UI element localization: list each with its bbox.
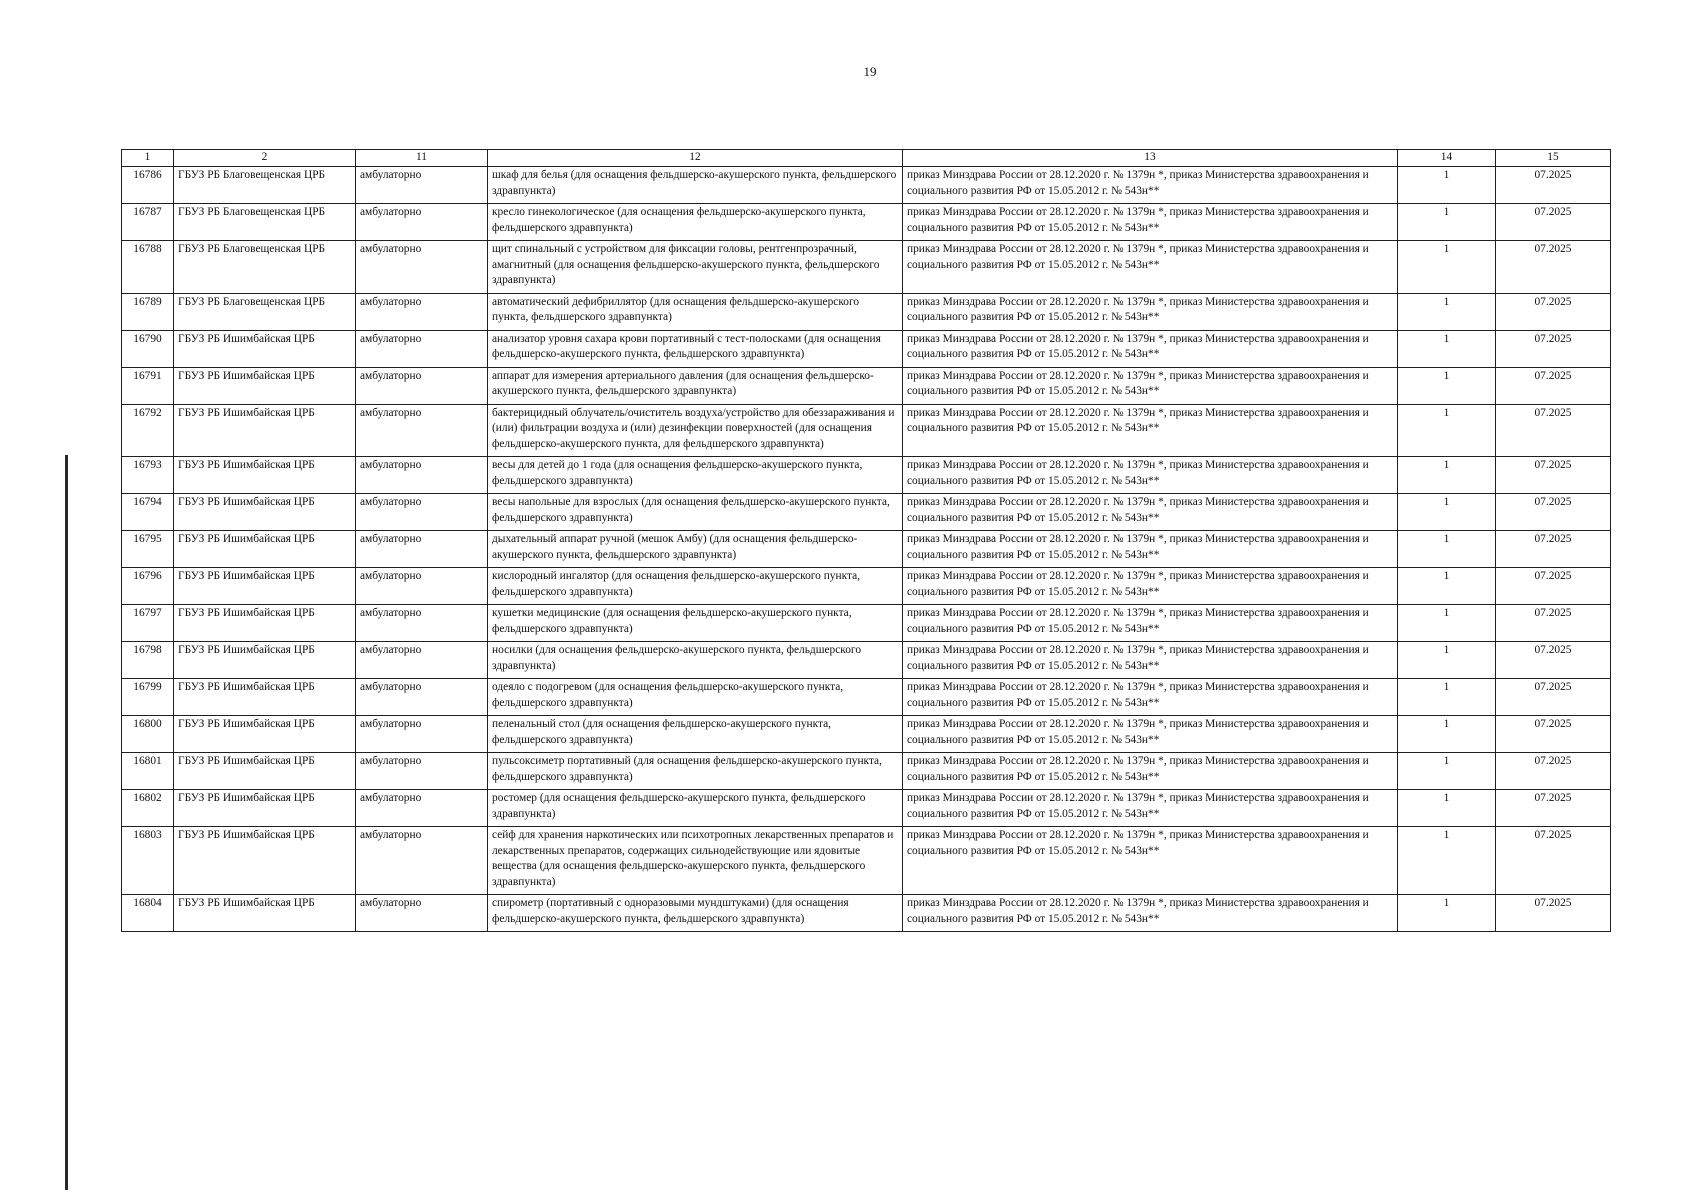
- equipment-name-cell: бактерицидный облучатель/очиститель воздуха/устройство для обеззараживания и (или) фильтрации воздуха и (или) дезинфекции поверхностей (для оснащения фельдшерско-акушерского пункта, для фельдшерского здравпункта): [488, 404, 903, 457]
- equipment-name-cell: пульсоксиметр портативный (для оснащения фельдшерско-акушерского пункта, фельдшерского здравпункта): [488, 753, 903, 790]
- quantity-cell: 1: [1398, 642, 1496, 679]
- legal-basis-cell: приказ Минздрава России от 28.12.2020 г. № 1379н *, приказ Министерства здравоохранения и социального развития РФ от 15.05.2012 г. № 543н**: [903, 167, 1398, 204]
- legal-basis-cell: приказ Минздрава России от 28.12.2020 г. № 1379н *, приказ Министерства здравоохранения и социального развития РФ от 15.05.2012 г. № 543н**: [903, 494, 1398, 531]
- row-number: 16797: [122, 605, 174, 642]
- organization-cell: ГБУЗ РБ Ишимбайская ЦРБ: [174, 605, 356, 642]
- legal-basis-cell: приказ Минздрава России от 28.12.2020 г. № 1379н *, приказ Министерства здравоохранения и социального развития РФ от 15.05.2012 г. № 543н**: [903, 790, 1398, 827]
- date-cell: 07.2025: [1496, 790, 1611, 827]
- organization-cell: ГБУЗ РБ Ишимбайская ЦРБ: [174, 330, 356, 367]
- column-header: 13: [903, 150, 1398, 167]
- equipment-name-cell: носилки (для оснащения фельдшерско-акушерского пункта, фельдшерского здравпункта): [488, 642, 903, 679]
- date-cell: 07.2025: [1496, 753, 1611, 790]
- date-cell: 07.2025: [1496, 895, 1611, 932]
- organization-cell: ГБУЗ РБ Ишимбайская ЦРБ: [174, 531, 356, 568]
- row-number: 16802: [122, 790, 174, 827]
- organization-cell: ГБУЗ РБ Ишимбайская ЦРБ: [174, 494, 356, 531]
- row-number: 16803: [122, 827, 174, 895]
- care-mode-cell: амбулаторно: [356, 404, 488, 457]
- equipment-name-cell: кресло гинекологическое (для оснащения фельдшерско-акушерского пункта, фельдшерского здравпункта): [488, 204, 903, 241]
- row-number: 16788: [122, 241, 174, 294]
- legal-basis-cell: приказ Минздрава России от 28.12.2020 г. № 1379н *, приказ Министерства здравоохранения и социального развития РФ от 15.05.2012 г. № 543н**: [903, 642, 1398, 679]
- table-row: [122, 330, 1611, 367]
- equipment-name-cell: весы напольные для взрослых (для оснащения фельдшерско-акушерского пункта, фельдшерского здравпункта): [488, 494, 903, 531]
- care-mode-cell: амбулаторно: [356, 716, 488, 753]
- care-mode-cell: амбулаторно: [356, 457, 488, 494]
- table-row: [122, 241, 1611, 294]
- care-mode-cell: амбулаторно: [356, 790, 488, 827]
- quantity-cell: 1: [1398, 293, 1496, 330]
- equipment-name-cell: весы для детей до 1 года (для оснащения фельдшерско-акушерского пункта, фельдшерского здравпункта): [488, 457, 903, 494]
- table-row: [122, 367, 1611, 404]
- date-cell: 07.2025: [1496, 642, 1611, 679]
- date-cell: 07.2025: [1496, 679, 1611, 716]
- quantity-cell: 1: [1398, 241, 1496, 294]
- legal-basis-cell: приказ Минздрава России от 28.12.2020 г. № 1379н *, приказ Министерства здравоохранения и социального развития РФ от 15.05.2012 г. № 543н**: [903, 568, 1398, 605]
- table-row: [122, 167, 1611, 204]
- quantity-cell: 1: [1398, 568, 1496, 605]
- quantity-cell: 1: [1398, 531, 1496, 568]
- row-number: 16798: [122, 642, 174, 679]
- equipment-name-cell: анализатор уровня сахара крови портативный с тест-полосками (для оснащения фельдшерско-акушерского пункта, фельдшерского здравпункта): [488, 330, 903, 367]
- care-mode-cell: амбулаторно: [356, 494, 488, 531]
- column-header: 2: [174, 150, 356, 167]
- care-mode-cell: амбулаторно: [356, 241, 488, 294]
- organization-cell: ГБУЗ РБ Ишимбайская ЦРБ: [174, 568, 356, 605]
- table-row: [122, 753, 1611, 790]
- date-cell: 07.2025: [1496, 531, 1611, 568]
- quantity-cell: 1: [1398, 457, 1496, 494]
- organization-cell: ГБУЗ РБ Благовещенская ЦРБ: [174, 204, 356, 241]
- table-row: [122, 204, 1611, 241]
- date-cell: 07.2025: [1496, 827, 1611, 895]
- equipment-name-cell: пеленальный стол (для оснащения фельдшерско-акушерского пункта, фельдшерского здравпункта): [488, 716, 903, 753]
- care-mode-cell: амбулаторно: [356, 895, 488, 932]
- organization-cell: ГБУЗ РБ Ишимбайская ЦРБ: [174, 790, 356, 827]
- quantity-cell: 1: [1398, 204, 1496, 241]
- organization-cell: ГБУЗ РБ Ишимбайская ЦРБ: [174, 716, 356, 753]
- column-header: 11: [356, 150, 488, 167]
- legal-basis-cell: приказ Минздрава России от 28.12.2020 г. № 1379н *, приказ Министерства здравоохранения и социального развития РФ от 15.05.2012 г. № 543н**: [903, 241, 1398, 294]
- legal-basis-cell: приказ Минздрава России от 28.12.2020 г. № 1379н *, приказ Министерства здравоохранения и социального развития РФ от 15.05.2012 г. № 543н**: [903, 457, 1398, 494]
- legal-basis-cell: приказ Минздрава России от 28.12.2020 г. № 1379н *, приказ Министерства здравоохранения и социального развития РФ от 15.05.2012 г. № 543н**: [903, 204, 1398, 241]
- date-cell: 07.2025: [1496, 241, 1611, 294]
- table-row: [122, 716, 1611, 753]
- equipment-name-cell: кушетки медицинские (для оснащения фельдшерско-акушерского пункта, фельдшерского здравпункта): [488, 605, 903, 642]
- equipment-name-cell: автоматический дефибриллятор (для оснащения фельдшерско-акушерского пункта, фельдшерского здравпункта): [488, 293, 903, 330]
- row-number: 16792: [122, 404, 174, 457]
- column-header: 1: [122, 150, 174, 167]
- date-cell: 07.2025: [1496, 457, 1611, 494]
- header-row: [122, 150, 1611, 167]
- table-row: [122, 642, 1611, 679]
- row-number: 16804: [122, 895, 174, 932]
- care-mode-cell: амбулаторно: [356, 568, 488, 605]
- equipment-name-cell: одеяло с подогревом (для оснащения фельдшерско-акушерского пункта, фельдшерского здравпункта): [488, 679, 903, 716]
- equipment-name-cell: дыхательный аппарат ручной (мешок Амбу) (для оснащения фельдшерско-акушерского пункта, фельдшерского здравпункта): [488, 531, 903, 568]
- row-number: 16799: [122, 679, 174, 716]
- date-cell: 07.2025: [1496, 404, 1611, 457]
- quantity-cell: 1: [1398, 716, 1496, 753]
- equipment-name-cell: щит спинальный с устройством для фиксации головы, рентгенпрозрачный, амагнитный (для оснащения фельдшерско-акушерского пункта, фельдшерского здравпункта): [488, 241, 903, 294]
- table-row: [122, 895, 1611, 932]
- legal-basis-cell: приказ Минздрава России от 28.12.2020 г. № 1379н *, приказ Министерства здравоохранения и социального развития РФ от 15.05.2012 г. № 543н**: [903, 367, 1398, 404]
- care-mode-cell: амбулаторно: [356, 679, 488, 716]
- organization-cell: ГБУЗ РБ Благовещенская ЦРБ: [174, 167, 356, 204]
- date-cell: 07.2025: [1496, 167, 1611, 204]
- table-row: [122, 457, 1611, 494]
- organization-cell: ГБУЗ РБ Ишимбайская ЦРБ: [174, 367, 356, 404]
- column-header: 14: [1398, 150, 1496, 167]
- date-cell: 07.2025: [1496, 568, 1611, 605]
- quantity-cell: 1: [1398, 753, 1496, 790]
- equipment-name-cell: аппарат для измерения артериального давления (для оснащения фельдшерско-акушерского пункта, фельдшерского здравпункта): [488, 367, 903, 404]
- table-row: [122, 790, 1611, 827]
- organization-cell: ГБУЗ РБ Ишимбайская ЦРБ: [174, 679, 356, 716]
- table-row: [122, 293, 1611, 330]
- care-mode-cell: амбулаторно: [356, 330, 488, 367]
- row-number: 16800: [122, 716, 174, 753]
- quantity-cell: 1: [1398, 679, 1496, 716]
- equipment-name-cell: ростомер (для оснащения фельдшерско-акушерского пункта, фельдшерского здравпункта): [488, 790, 903, 827]
- organization-cell: ГБУЗ РБ Благовещенская ЦРБ: [174, 293, 356, 330]
- legal-basis-cell: приказ Минздрава России от 28.12.2020 г. № 1379н *, приказ Министерства здравоохранения и социального развития РФ от 15.05.2012 г. № 543н**: [903, 753, 1398, 790]
- quantity-cell: 1: [1398, 367, 1496, 404]
- legal-basis-cell: приказ Минздрава России от 28.12.2020 г. № 1379н *, приказ Министерства здравоохранения и социального развития РФ от 15.05.2012 г. № 543н**: [903, 895, 1398, 932]
- quantity-cell: 1: [1398, 895, 1496, 932]
- table-body: [122, 167, 1611, 932]
- legal-basis-cell: приказ Минздрава России от 28.12.2020 г. № 1379н *, приказ Министерства здравоохранения и социального развития РФ от 15.05.2012 г. № 543н**: [903, 679, 1398, 716]
- date-cell: 07.2025: [1496, 367, 1611, 404]
- care-mode-cell: амбулаторно: [356, 605, 488, 642]
- care-mode-cell: амбулаторно: [356, 167, 488, 204]
- equipment-name-cell: сейф для хранения наркотических или психотропных лекарственных препаратов и лекарственных препаратов, содержащих сильнодействующие или ядовитые вещества (для оснащения фельдшерско-акушерского пункта, фельдшерского здравпункта): [488, 827, 903, 895]
- date-cell: 07.2025: [1496, 204, 1611, 241]
- quantity-cell: 1: [1398, 404, 1496, 457]
- quantity-cell: 1: [1398, 494, 1496, 531]
- date-cell: 07.2025: [1496, 494, 1611, 531]
- legal-basis-cell: приказ Минздрава России от 28.12.2020 г. № 1379н *, приказ Министерства здравоохранения и социального развития РФ от 15.05.2012 г. № 543н**: [903, 605, 1398, 642]
- table-row: [122, 531, 1611, 568]
- organization-cell: ГБУЗ РБ Ишимбайская ЦРБ: [174, 753, 356, 790]
- quantity-cell: 1: [1398, 827, 1496, 895]
- quantity-cell: 1: [1398, 605, 1496, 642]
- care-mode-cell: амбулаторно: [356, 827, 488, 895]
- equipment-name-cell: шкаф для белья (для оснащения фельдшерско-акушерского пункта, фельдшерского здравпункта): [488, 167, 903, 204]
- care-mode-cell: амбулаторно: [356, 367, 488, 404]
- care-mode-cell: амбулаторно: [356, 531, 488, 568]
- quantity-cell: 1: [1398, 330, 1496, 367]
- equipment-name-cell: кислородный ингалятор (для оснащения фельдшерско-акушерского пункта, фельдшерского здравпункта): [488, 568, 903, 605]
- row-number: 16801: [122, 753, 174, 790]
- row-number: 16794: [122, 494, 174, 531]
- date-cell: 07.2025: [1496, 716, 1611, 753]
- legal-basis-cell: приказ Минздрава России от 28.12.2020 г. № 1379н *, приказ Министерства здравоохранения и социального развития РФ от 15.05.2012 г. № 543н**: [903, 827, 1398, 895]
- care-mode-cell: амбулаторно: [356, 293, 488, 330]
- table-row: [122, 679, 1611, 716]
- date-cell: 07.2025: [1496, 605, 1611, 642]
- table-row: [122, 827, 1611, 895]
- legal-basis-cell: приказ Минздрава России от 28.12.2020 г. № 1379н *, приказ Министерства здравоохранения и социального развития РФ от 15.05.2012 г. № 543н**: [903, 531, 1398, 568]
- table-row: [122, 494, 1611, 531]
- row-number: 16793: [122, 457, 174, 494]
- column-header: 12: [488, 150, 903, 167]
- quantity-cell: 1: [1398, 167, 1496, 204]
- legal-basis-cell: приказ Минздрава России от 28.12.2020 г. № 1379н *, приказ Министерства здравоохранения и социального развития РФ от 15.05.2012 г. № 543н**: [903, 404, 1398, 457]
- legal-basis-cell: приказ Минздрава России от 28.12.2020 г. № 1379н *, приказ Министерства здравоохранения и социального развития РФ от 15.05.2012 г. № 543н**: [903, 330, 1398, 367]
- date-cell: 07.2025: [1496, 330, 1611, 367]
- organization-cell: ГБУЗ РБ Ишимбайская ЦРБ: [174, 895, 356, 932]
- row-number: 16789: [122, 293, 174, 330]
- table-row: [122, 404, 1611, 457]
- organization-cell: ГБУЗ РБ Ишимбайская ЦРБ: [174, 827, 356, 895]
- organization-cell: ГБУЗ РБ Ишимбайская ЦРБ: [174, 404, 356, 457]
- quantity-cell: 1: [1398, 790, 1496, 827]
- equipment-table: [121, 149, 1611, 932]
- organization-cell: ГБУЗ РБ Ишимбайская ЦРБ: [174, 457, 356, 494]
- scan-margin-mark: [65, 455, 68, 1190]
- legal-basis-cell: приказ Минздрава России от 28.12.2020 г. № 1379н *, приказ Министерства здравоохранения и социального развития РФ от 15.05.2012 г. № 543н**: [903, 716, 1398, 753]
- legal-basis-cell: приказ Минздрава России от 28.12.2020 г. № 1379н *, приказ Министерства здравоохранения и социального развития РФ от 15.05.2012 г. № 543н**: [903, 293, 1398, 330]
- care-mode-cell: амбулаторно: [356, 204, 488, 241]
- row-number: 16791: [122, 367, 174, 404]
- column-header: 15: [1496, 150, 1611, 167]
- row-number: 16795: [122, 531, 174, 568]
- table-row: [122, 568, 1611, 605]
- row-number: 16796: [122, 568, 174, 605]
- care-mode-cell: амбулаторно: [356, 753, 488, 790]
- page-number: 19: [863, 64, 877, 79]
- organization-cell: ГБУЗ РБ Ишимбайская ЦРБ: [174, 642, 356, 679]
- organization-cell: ГБУЗ РБ Благовещенская ЦРБ: [174, 241, 356, 294]
- date-cell: 07.2025: [1496, 293, 1611, 330]
- care-mode-cell: амбулаторно: [356, 642, 488, 679]
- row-number: 16786: [122, 167, 174, 204]
- table-row: [122, 605, 1611, 642]
- equipment-name-cell: спирометр (портативный с одноразовыми мундштуками) (для оснащения фельдшерско-акушерского пункта, фельдшерского здравпункта): [488, 895, 903, 932]
- row-number: 16787: [122, 204, 174, 241]
- row-number: 16790: [122, 330, 174, 367]
